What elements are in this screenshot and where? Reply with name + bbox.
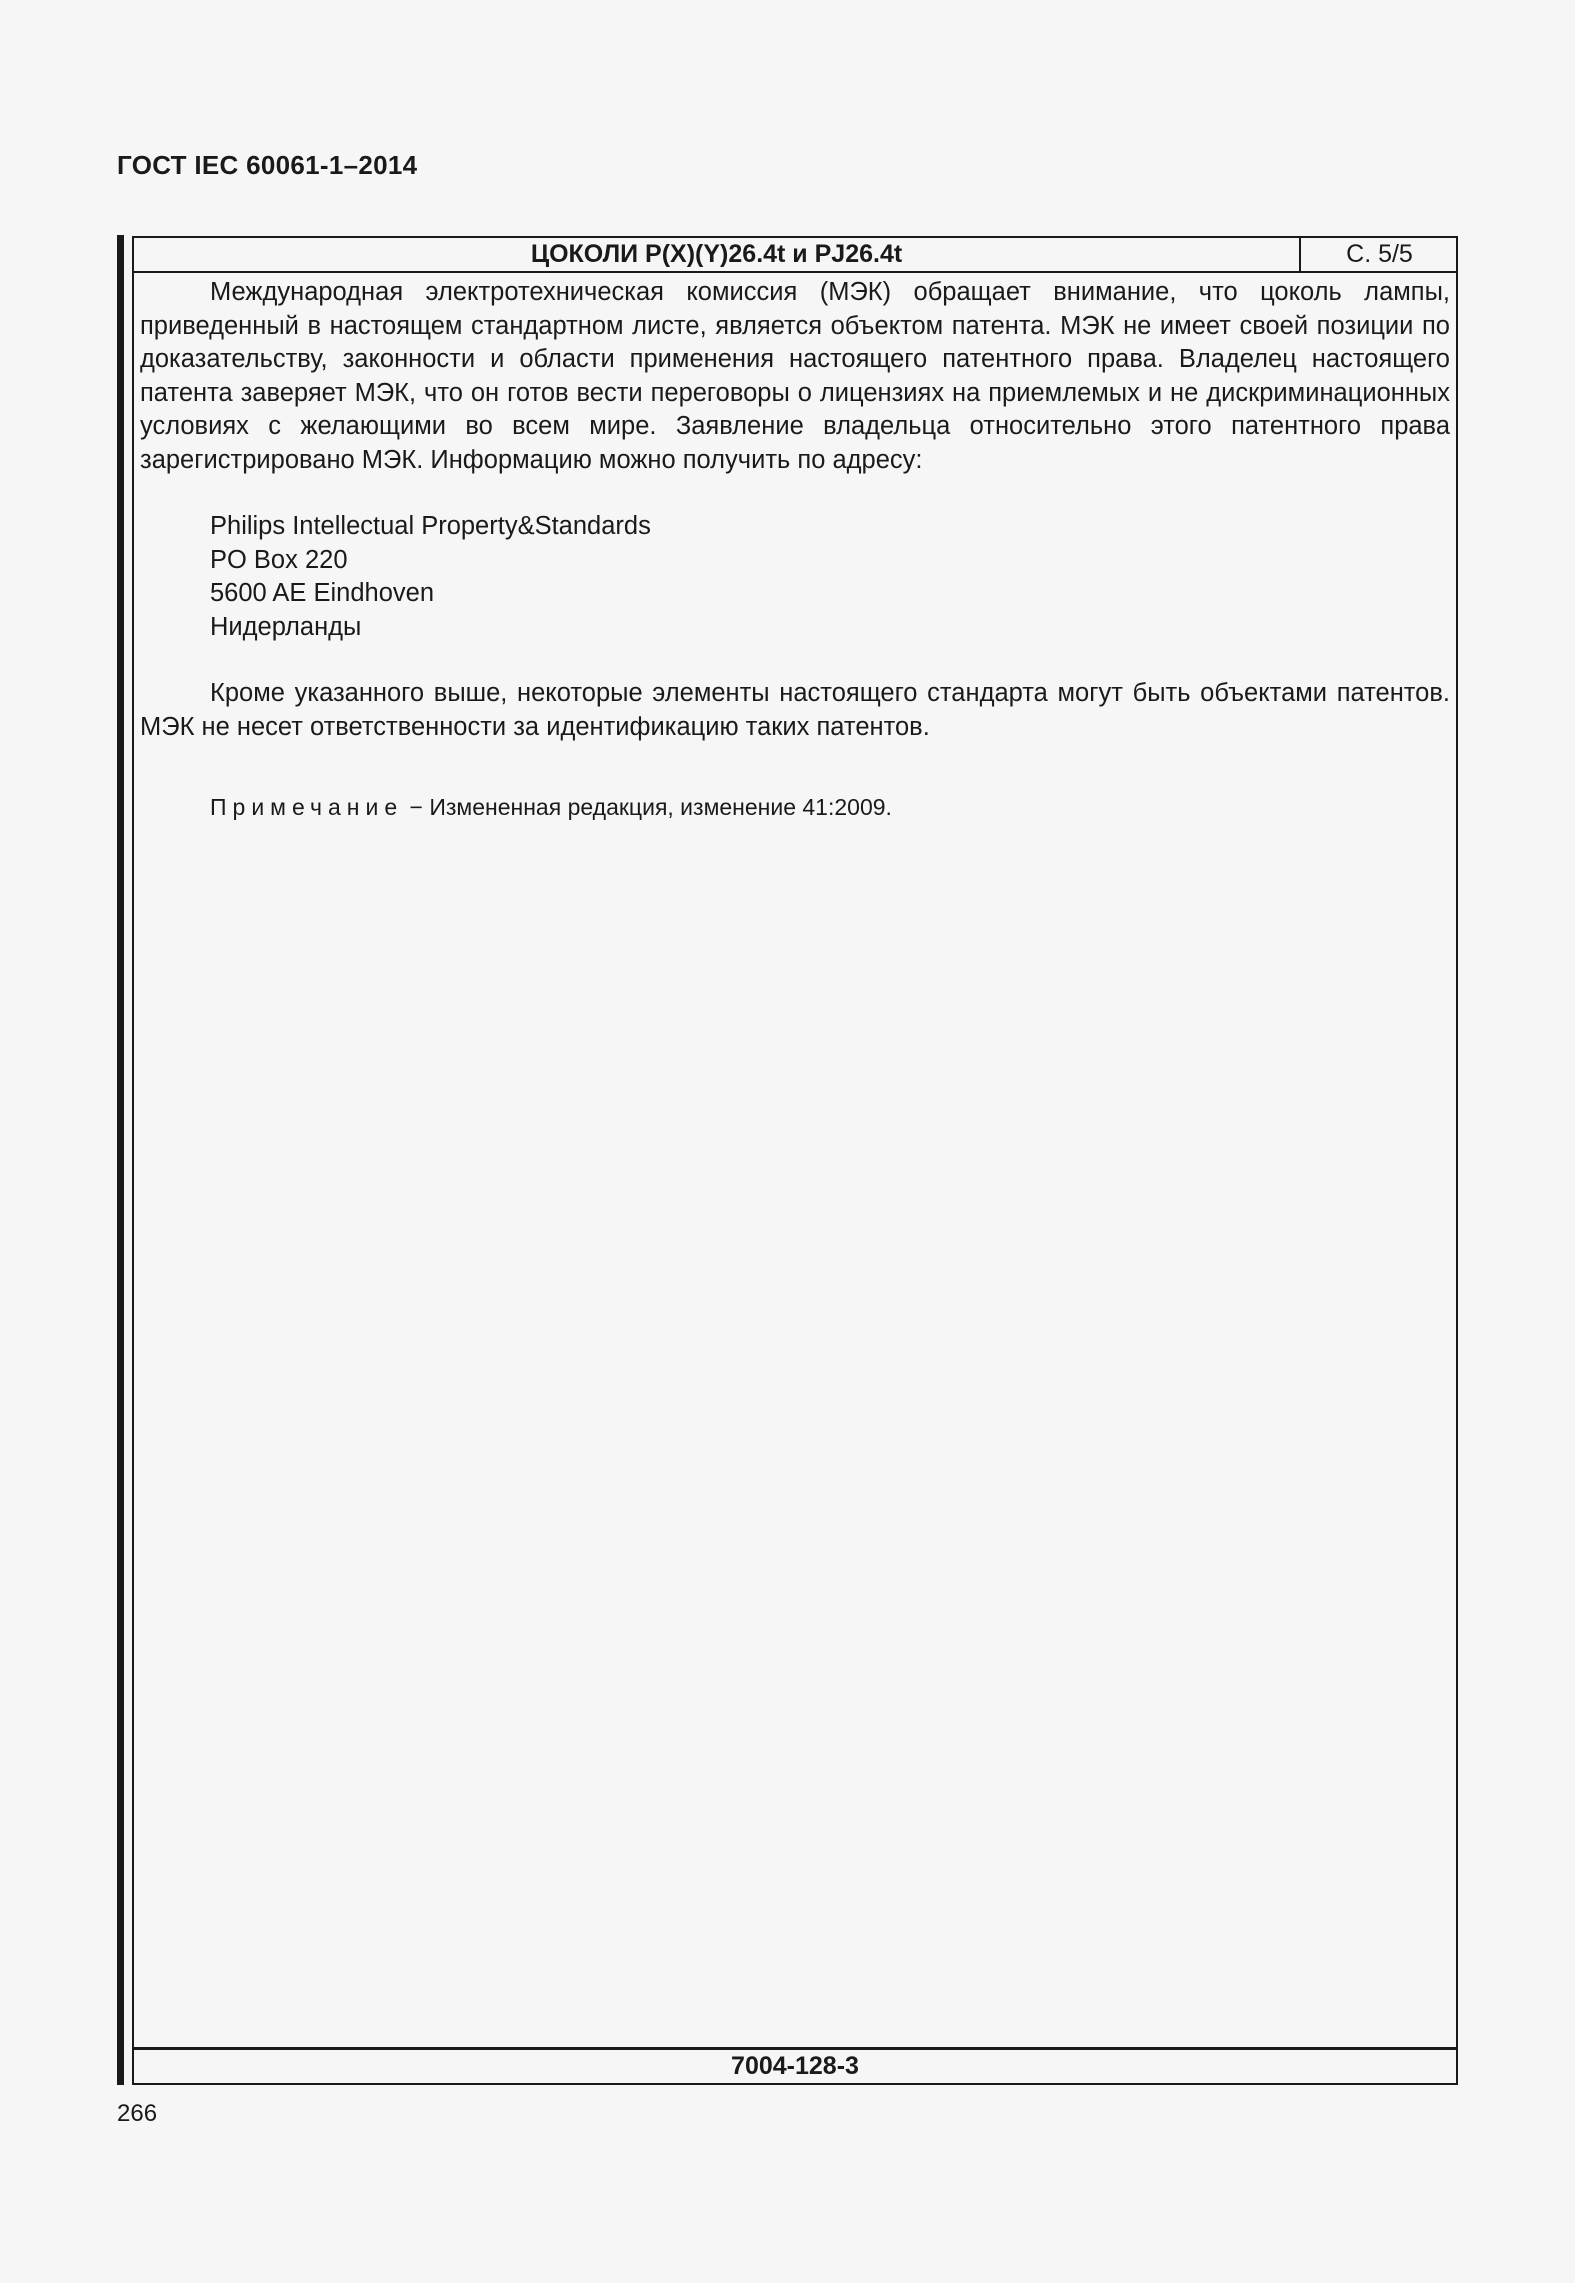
sheet-page-indicator: С. 5/5 [1299, 238, 1458, 271]
sheet-body [140, 276, 1450, 822]
address-line: PO Box 220 [210, 545, 348, 574]
note-label: Примечание [210, 794, 404, 820]
address-line: Нидерланды [210, 612, 362, 641]
page-number: 266 [117, 2100, 158, 2127]
address-line: 5600 AE Eindhoven [210, 579, 435, 607]
note [210, 792, 1450, 822]
sheet-title-row [134, 238, 1456, 273]
patent-disclaimer-paragraph: Кроме указанного выше, некоторые элементы настоящего стандарта могут быть объектами патентов. МЭК не несет ответственности за идентификацию таких патентов. [140, 679, 1450, 741]
document-header: ГОСТ IEC 60061-1–2014 [117, 150, 418, 180]
note-text: − Измененная редакция, изменение 41:2009. [403, 794, 892, 820]
change-bar [117, 235, 124, 2085]
standard-sheet [132, 236, 1458, 2085]
sheet-title: ЦОКОЛИ P(X)(Y)26.4t и PJ26.4t [530, 240, 903, 268]
patent-paragraph: Международная электротехническая комиссия (МЭК) обращает внимание, что цоколь лампы, приведенный в настоящем стандартном листе, является объектом патента. МЭК не имеет своей позиции по доказательству, законности и области применения настоящего патентного права. Владелец настоящего патента заверяет МЭК, что он готов вести переговоры о лицензиях на приемлемых и не дискриминационных условиях с желающими во всем мире. Заявление владельца относительно этого патентного права зарегистрировано МЭК. Информацию можно получить по адресу: [140, 278, 1450, 474]
address-line: Philips Intellectual Property&Standards [210, 512, 651, 540]
sheet-number: 7004-128-3 [134, 2047, 1456, 2083]
patent-holder-address [210, 510, 1450, 644]
